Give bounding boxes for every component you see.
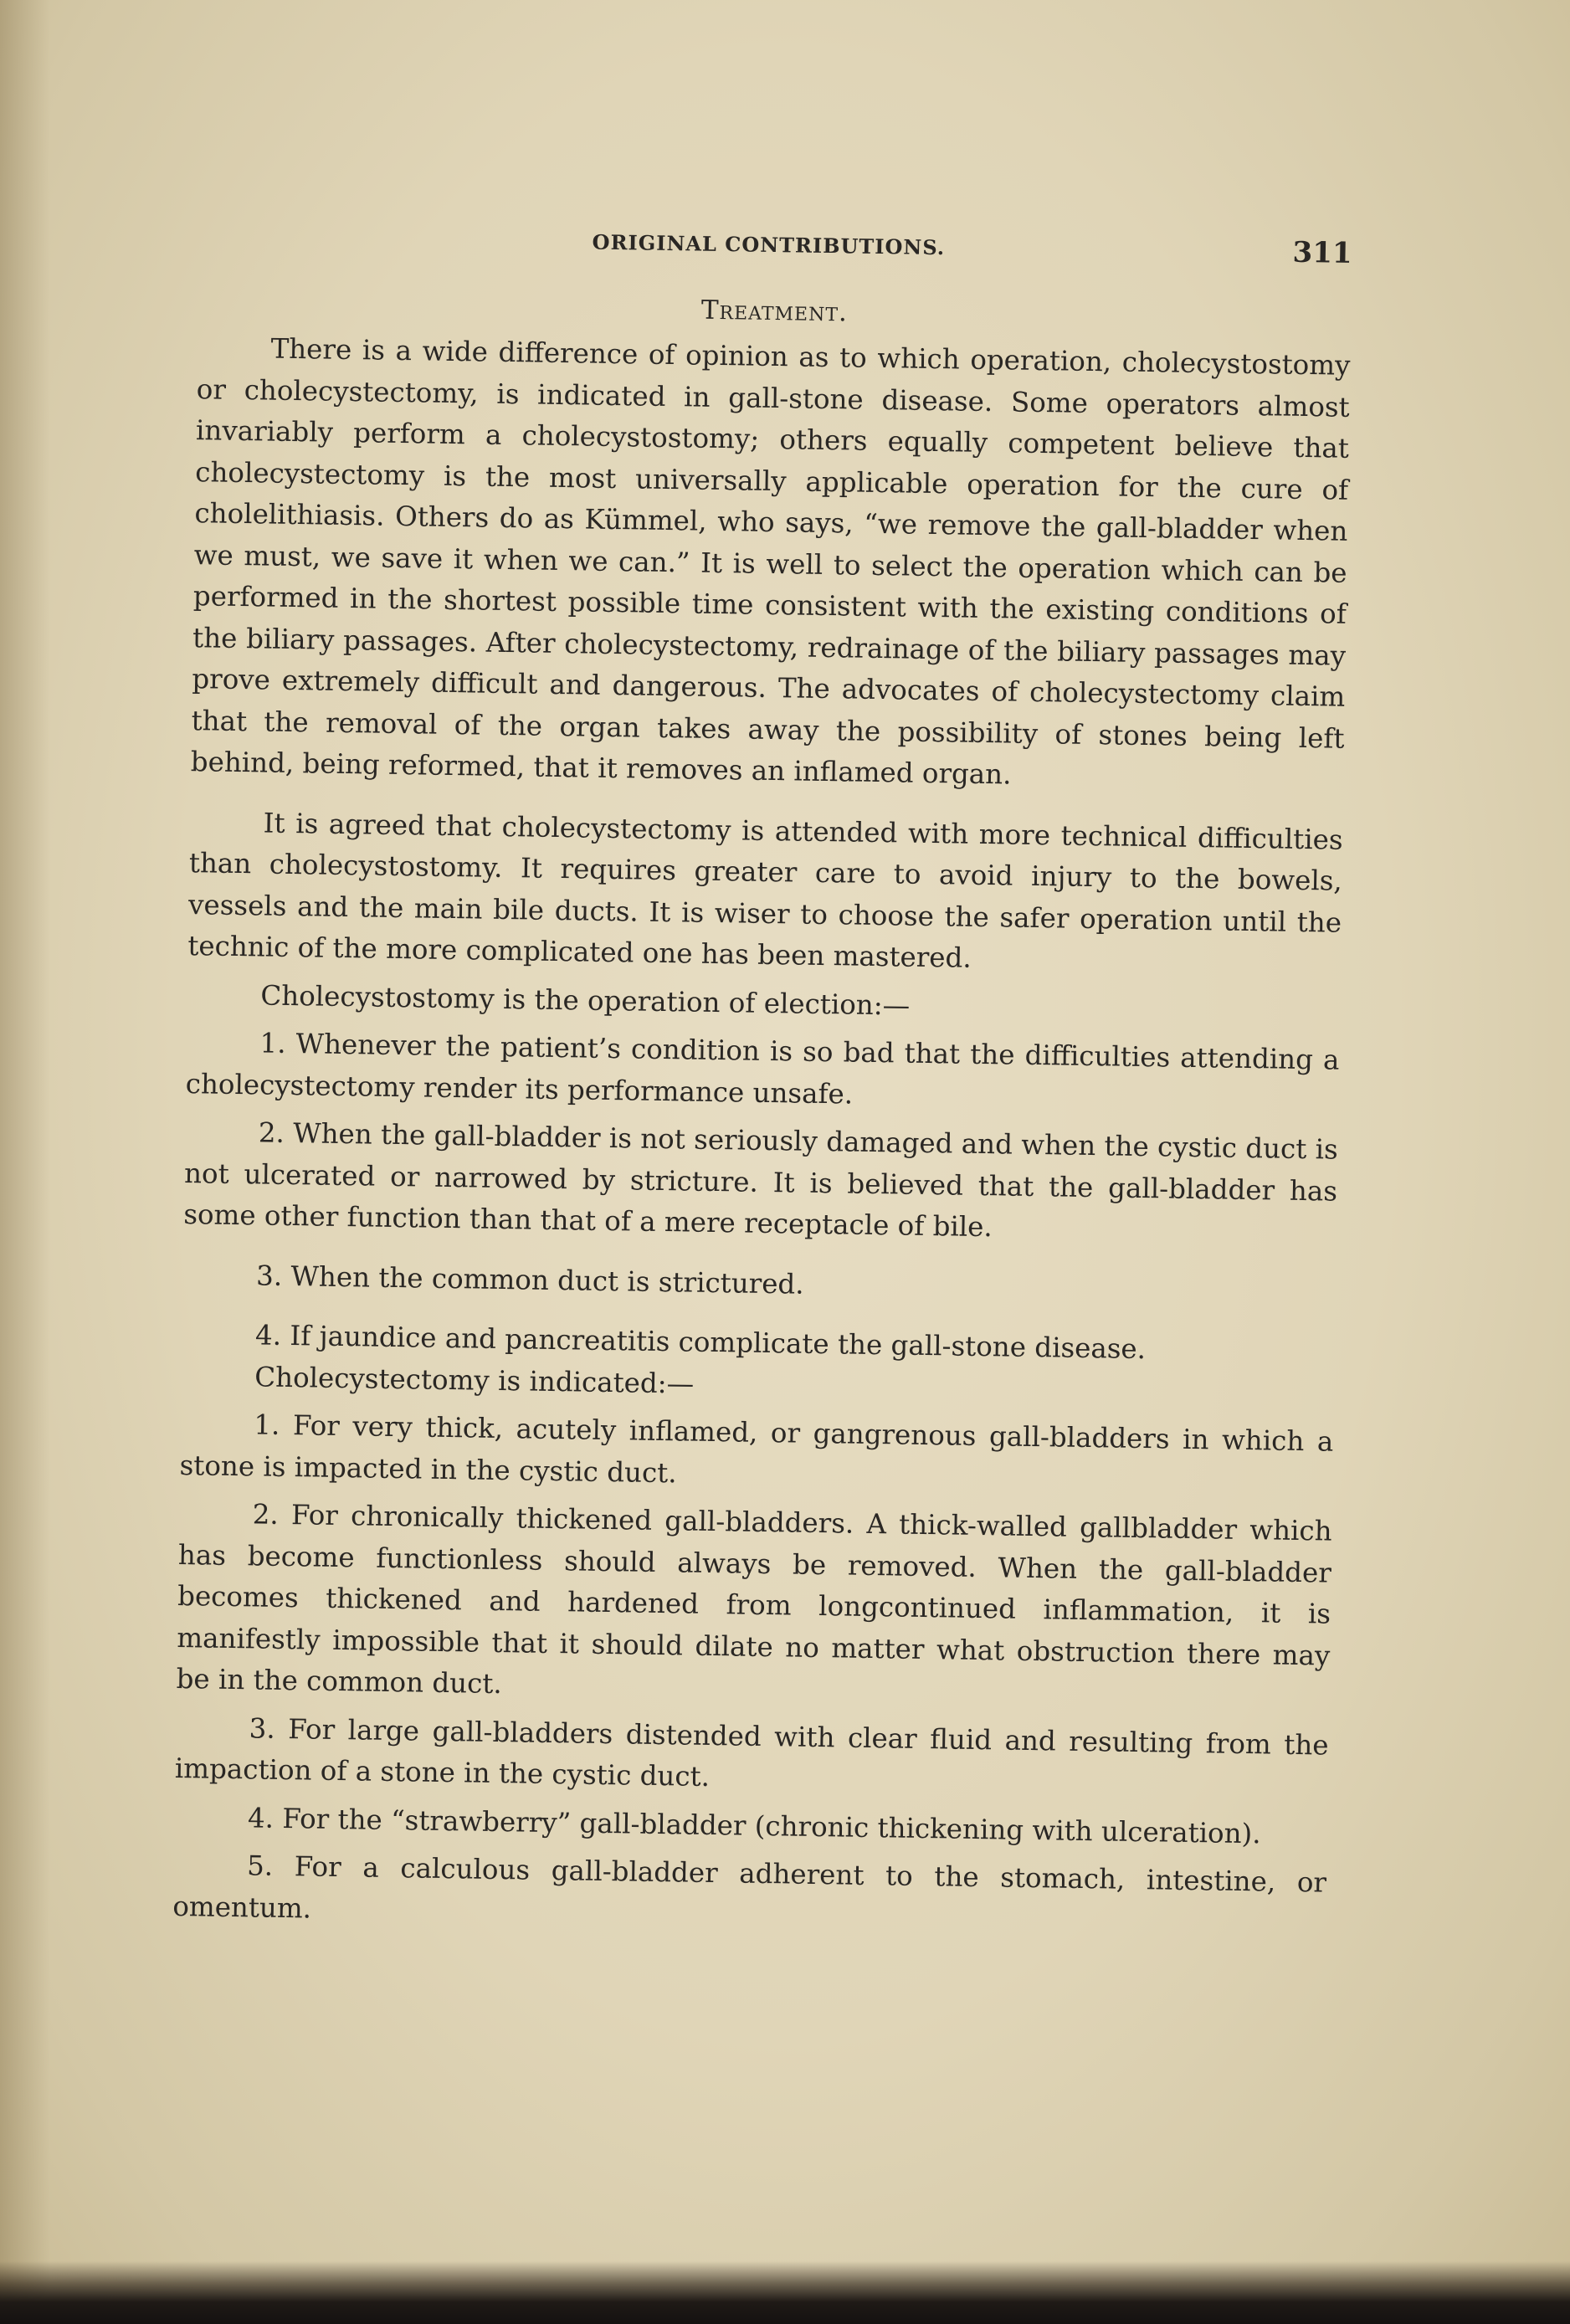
list-item-cholecystostomy-4: 4. If jaundice and pancreatitis complicate the gall-stone disease.	[254, 1319, 1147, 1366]
running-title: ORIGINAL CONTRIBUTIONS.	[592, 229, 946, 260]
list-item-cholecystectomy-2: 2. For chronically thickened gall-bladders. A thick-walled gallbladder which has become functionless should always be removed. When the gall-bladder becomes thickened and hardened from longcontinued inflammation, it is manifestly impossible that it should dilate no matter what obstruction there may be in the common duct.	[176, 1498, 1332, 1701]
paragraph-operation-choice: There is a wide difference of opinion as to which operation, cholecystostomy or cholecystectomy, is indicated in gall-stone disease. Some operators almost invariably perform a cholecystostomy; others equally competent believe that cholecystectomy is the most universally applicable operation for the cure of cholelithiasis. Others do as Kümmel, who says, “we remove the gall-bladder when we must, we save it when we can.” It is well to select the operation which can be performed in the shortest possible time consistent with the existing conditions of the biliary passages. After cholecystectomy, redrainage of the biliary passages may prove extremely difficult and dangerous. The advocates of cholecystectomy claim that the removal of the organ takes away the possibility of stones being left behind, being reformed, that it removes an inflamed organ.	[190, 332, 1351, 791]
paragraph-cholecystectomy-intro: Cholecystectomy is indicated:—	[254, 1360, 695, 1400]
list-item-cholecystostomy-3: 3. When the common duct is strictured.	[255, 1259, 804, 1301]
list-item-cholecystectomy-3: 3. For large gall-bladders distended with clear fluid and resulting from the impaction of a stone in the cystic duct.	[174, 1711, 1329, 1793]
list-item-cholecystostomy-1: 1. Whenever the patient’s condition is so bad that the difficulties attending a cholecystectomy render its performance unsafe.	[185, 1027, 1340, 1111]
list-item-cholecystectomy-5: 5. For a calculous gall-bladder adherent to the stomach, intestine, or omentum.	[172, 1849, 1327, 1925]
section-heading: Treatment.	[700, 295, 849, 328]
page-bottom-edge	[0, 2261, 1570, 2324]
list-item-cholecystectomy-1: 1. For very thick, acutely inflamed, or gangrenous gall-bladders in which a stone is impacted in the cystic duct.	[179, 1408, 1334, 1489]
page-number: 311	[1292, 235, 1352, 270]
list-item-cholecystectomy-4: 4. For the “strawberry” gall-bladder (chronic thickening with ulceration).	[247, 1801, 1261, 1849]
text-block	[172, 217, 1352, 1945]
paragraph-cholecystostomy-intro: Cholecystostomy is the operation of election:—	[260, 978, 911, 1022]
running-head	[198, 217, 1352, 294]
paragraph-technical-difficulties: It is agreed that cholecystectomy is attended with more technical difficulties than cholecystostomy. It requires greater care to avoid injury to the bowels, vessels and the main bile ducts. It is wiser to choose the safer operation until the technic of the more complicated one has been mastered.	[187, 806, 1343, 974]
list-item-cholecystostomy-2: 2. When the gall-bladder is not seriously damaged and when the cystic duct is not ulcerated or narrowed by stricture. It is believed that the gall-bladder has some other function than that of a mere receptacle of bile.	[183, 1116, 1339, 1244]
